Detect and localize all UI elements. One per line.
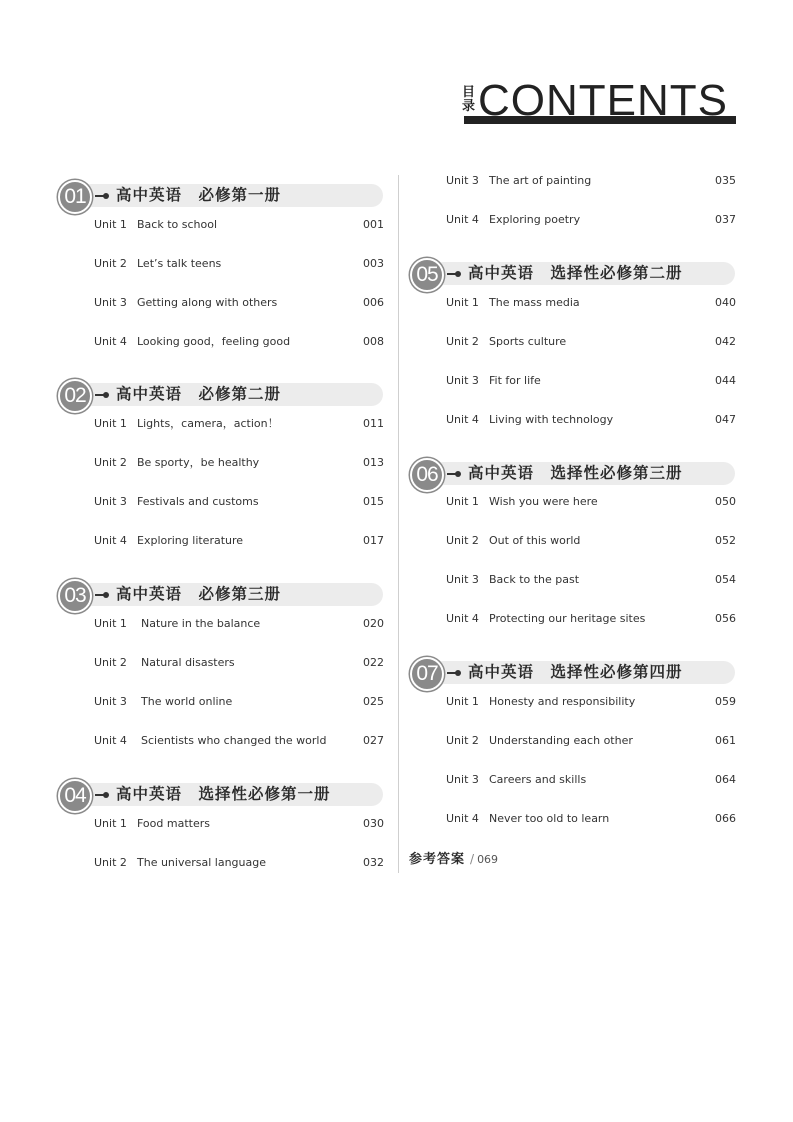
page-number: 044 — [715, 374, 736, 387]
unit-label: Unit 4 — [446, 612, 479, 625]
answers-label: 参考答案 — [409, 852, 466, 867]
unit-title: Honesty and responsibility — [489, 695, 636, 708]
page-number: 017 — [363, 534, 384, 547]
page-number: 056 — [715, 612, 736, 625]
toc-entry[interactable] — [446, 173, 736, 189]
unit-title: Careers and skills — [489, 773, 587, 786]
unit-label: Unit 3 — [446, 573, 479, 586]
section-number-badge: 06 — [410, 458, 444, 492]
unit-label: Unit 1 — [94, 817, 127, 830]
arrow-dot — [103, 592, 109, 598]
unit-label: Unit 1 — [446, 296, 479, 309]
unit-label: Unit 4 — [446, 812, 479, 825]
arrow-dot — [455, 670, 461, 676]
page-number: 003 — [363, 257, 384, 270]
toc-entry[interactable] — [446, 772, 736, 788]
unit-label: Unit 3 — [446, 174, 479, 187]
toc-entry[interactable] — [446, 212, 736, 228]
unit-title: Never too old to learn — [489, 812, 610, 825]
unit-title: Back to the past — [489, 573, 580, 586]
toc-entry[interactable] — [94, 694, 384, 710]
unit-title: Sports culture — [489, 335, 567, 348]
unit-label: Unit 2 — [94, 456, 127, 469]
unit-title: Living with technology — [489, 413, 614, 426]
page-number: 013 — [363, 456, 384, 469]
unit-label: Unit 3 — [94, 495, 127, 508]
arrow-dot — [103, 193, 109, 199]
unit-label: Unit 4 — [94, 734, 127, 747]
toc-entry[interactable] — [94, 655, 384, 671]
unit-title: Out of this world — [489, 534, 581, 547]
toc-entry[interactable] — [446, 611, 736, 627]
page-number: 025 — [363, 695, 384, 708]
toc-entry[interactable] — [94, 295, 384, 311]
toc-entry[interactable] — [94, 494, 384, 510]
page-number: 040 — [715, 296, 736, 309]
unit-label: Unit 2 — [94, 656, 127, 669]
unit-title: Back to school — [137, 218, 218, 231]
page-number: 030 — [363, 817, 384, 830]
logo-mulu-text: 目 录 — [462, 85, 476, 114]
unit-title: Protecting our heritage sites — [489, 612, 646, 625]
toc-entry[interactable] — [94, 416, 384, 432]
page-number: 015 — [363, 495, 384, 508]
page-number: 052 — [715, 534, 736, 547]
section-title: 高中英语 选择性必修第三册 — [468, 464, 683, 482]
page-number: 042 — [715, 335, 736, 348]
unit-label: Unit 3 — [446, 773, 479, 786]
unit-label: Unit 3 — [446, 374, 479, 387]
unit-label: Unit 4 — [94, 534, 127, 547]
toc-entry[interactable] — [446, 572, 736, 588]
toc-entry[interactable] — [94, 455, 384, 471]
unit-title: Festivals and customs — [137, 495, 259, 508]
toc-entry[interactable] — [446, 694, 736, 710]
toc-entry[interactable] — [446, 412, 736, 428]
section-title: 高中英语 必修第一册 — [116, 186, 282, 204]
toc-entry[interactable] — [94, 217, 384, 233]
page-number: 011 — [363, 417, 384, 430]
contents-logo — [462, 76, 738, 128]
page-number: 066 — [715, 812, 736, 825]
toc-entry[interactable] — [94, 816, 384, 832]
unit-label: Unit 2 — [94, 257, 127, 270]
unit-label: Unit 1 — [94, 218, 127, 231]
page-number: 006 — [363, 296, 384, 309]
toc-entry[interactable] — [446, 733, 736, 749]
unit-title: Exploring literature — [137, 534, 244, 547]
unit-label: Unit 3 — [94, 296, 127, 309]
page-number: 061 — [715, 734, 736, 747]
page-number: 050 — [715, 495, 736, 508]
arrow-dot — [103, 792, 109, 798]
page-number: 001 — [363, 218, 384, 231]
arrow-dot — [455, 271, 461, 277]
unit-label: Unit 2 — [446, 534, 479, 547]
toc-entry[interactable] — [94, 533, 384, 549]
toc-entry[interactable] — [446, 334, 736, 350]
toc-entry[interactable] — [446, 494, 736, 510]
unit-title: Exploring poetry — [489, 213, 581, 226]
page-number: 027 — [363, 734, 384, 747]
unit-title: Food matters — [137, 817, 210, 830]
unit-title: The world online — [141, 695, 233, 708]
unit-label: Unit 1 — [94, 417, 127, 430]
section-title: 高中英语 必修第二册 — [116, 385, 282, 403]
page-number: 032 — [363, 856, 384, 869]
toc-entry[interactable] — [94, 855, 384, 871]
toc-entry[interactable] — [94, 616, 384, 632]
page-number: 064 — [715, 773, 736, 786]
unit-title: The mass media — [489, 296, 580, 309]
arrow-dot — [103, 392, 109, 398]
unit-title: Be sporty，be healthy — [137, 456, 260, 469]
answers-separator: / — [470, 852, 475, 866]
section-number-badge: 01 — [58, 180, 92, 214]
section-number-badge: 04 — [58, 779, 92, 813]
unit-label: Unit 4 — [446, 413, 479, 426]
unit-label: Unit 1 — [446, 495, 479, 508]
unit-title: Scientists who changed the world — [141, 734, 327, 747]
section-title: 高中英语 选择性必修第二册 — [468, 264, 683, 282]
unit-title: Understanding each other — [489, 734, 633, 747]
column-divider — [398, 175, 399, 873]
page-number: 054 — [715, 573, 736, 586]
toc-entry[interactable] — [446, 533, 736, 549]
unit-label: Unit 1 — [446, 695, 479, 708]
section-title: 高中英语 选择性必修第一册 — [116, 785, 331, 803]
section-number-badge: 03 — [58, 579, 92, 613]
toc-entry[interactable] — [446, 373, 736, 389]
unit-title: Nature in the balance — [141, 617, 261, 630]
section-title: 高中英语 选择性必修第四册 — [468, 663, 683, 681]
unit-title: Let’s talk teens — [137, 257, 222, 270]
answers-entry[interactable] — [409, 850, 498, 869]
unit-label: Unit 4 — [94, 335, 127, 348]
page-number: 008 — [363, 335, 384, 348]
section-title: 高中英语 必修第三册 — [116, 585, 282, 603]
toc-entry[interactable] — [446, 811, 736, 827]
toc-entry[interactable] — [446, 295, 736, 311]
unit-label: Unit 2 — [446, 335, 479, 348]
unit-label: Unit 2 — [446, 734, 479, 747]
unit-label: Unit 4 — [446, 213, 479, 226]
toc-entry[interactable] — [94, 334, 384, 350]
arrow-dot — [455, 471, 461, 477]
unit-label: Unit 1 — [94, 617, 127, 630]
logo-contents-word: CONTENTS — [478, 76, 728, 125]
page-number: 059 — [715, 695, 736, 708]
unit-title: Natural disasters — [141, 656, 235, 669]
section-number-badge: 02 — [58, 379, 92, 413]
page-number: 022 — [363, 656, 384, 669]
section-number-badge: 05 — [410, 258, 444, 292]
page-number: 037 — [715, 213, 736, 226]
unit-title: The universal language — [137, 856, 266, 869]
toc-entry[interactable] — [94, 733, 384, 749]
toc-entry[interactable] — [94, 256, 384, 272]
unit-title: Looking good，feeling good — [137, 335, 291, 348]
unit-title: Lights，camera，action！ — [137, 417, 279, 430]
page-number: 035 — [715, 174, 736, 187]
unit-title: Getting along with others — [137, 296, 278, 309]
page-number: 047 — [715, 413, 736, 426]
unit-title: The art of painting — [489, 174, 592, 187]
unit-title: Wish you were here — [489, 495, 598, 508]
unit-label: Unit 2 — [94, 856, 127, 869]
page-number: 020 — [363, 617, 384, 630]
answers-page-number: 069 — [477, 853, 499, 866]
unit-label: Unit 3 — [94, 695, 127, 708]
unit-title: Fit for life — [489, 374, 541, 387]
section-number-badge: 07 — [410, 657, 444, 691]
